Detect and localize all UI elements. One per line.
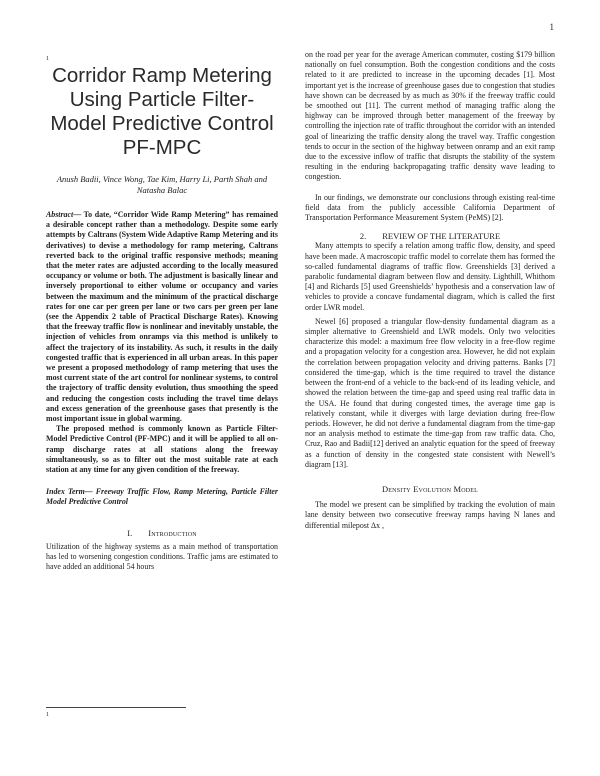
abstract: Abstract— To date, “Corridor Wide Ramp Metering” has remained a desirable concept rather than a methodology. Despite some early attempts by Caltrans (System Wide Adaptive Ramp Metering and its derivatives) to devise a methodology for ramp metering, Caltrans reverted back to the original traffic responsive methods; meaning that the meter rates are adjusted according to the locally measured occupancy or volume or both. The adjustment is basically linear and inversely proportional to either volume or occupancy and varies between the maximum and the minimum of the practical discharge rates for one car per green per lane or two cars per green per lane (see the Appendix 2 table of Practical Discharge Rates). Knowing that the freeway traffic flow is nonlinear and inevitably unstable, the injection of vehicles from onramps via this method is unlikely to affect the trajectory of its instability. As such, it results in the daily congested traffic that is experienced in all urban areas. In this paper we present a proposed methodology of ramp metering that uses the most current state of the art control for nonlinear systems, to control the trajectory of traffic density evolution, thus smoothing the speed and reducing the congestion costs including the travel time delays and excess generation of the greenhouse gases that presently is the most important issue in global warming. The proposed method is commonly known as Particle Filter-Model Predictive Control (PF-MPC) and it will be applied to all on-ramp discharge rates at all stations along the freeway simultaneously, so as to filter out the most suitable rate at each station at any time for any given condition of the freeway.: [46, 210, 278, 475]
footnote-divider: [46, 707, 186, 708]
index-terms-text: Freeway Traffic Flow, Ramp Metering, Particle Filter Model Predictive Control: [46, 487, 278, 507]
section-heading-literature: [305, 231, 555, 241]
author-list: Anush Badii, Vince Wong, Tae Kim, Harry Li, Parth Shah and Natasha Balac: [56, 174, 268, 195]
introduction-paragraph: Utilization of the highway systems as a main method of transportation has led to worsening congestion conditions. Traffic jams are estimated to have added an additional 54 hours: [46, 541, 278, 572]
section-heading-introduction: [46, 528, 278, 538]
paragraph-congestion-costs: on the road per year for the average American commuter, costing $179 billion nationally on fuel consumption. Both the congestion conditions and the costs related to it are predicted to increase in the upcoming decades [1]. Most important yet is the increase of greenhouse gases due to congestion that studies have shown can be decreased by as much as 30% if the freeway traffic could be smoothed out [11]. The current method of managing traffic along the highway can be improved through better management of the freeway by controlling the injection rate of traffic throughout the corridor with an intended goal of linearizing the traffic density along the travel way. Traffic congestion tends to occur in the section of the highway between onramp and an exit ramp due to the excessive inflow of traffic that disrupts the stability of the system resulting in the enduring backpropagating traffic density wave leading to congestion.: [305, 50, 555, 182]
section-title: REVIEW OF THE LITERATURE: [382, 231, 501, 242]
index-terms-label: Index Term: [46, 487, 85, 497]
footnote-marker-bottom: 1: [46, 712, 49, 718]
paper-title: Corridor Ramp Metering Using Particle Filter-Model Predictive Control PF-MPC: [50, 64, 274, 159]
section-number: I.: [127, 527, 133, 538]
right-column: [305, 50, 555, 531]
page-number: 1: [549, 22, 554, 32]
index-terms: Index Term— Freeway Traffic Flow, Ramp Metering, Particle Filter Model Predictive Control: [46, 487, 278, 507]
paragraph-fundamental-diagrams: Many attempts to specify a relation among traffic flow, density, and speed have been made. A macroscopic traffic model to correlate them has formed the so-called fundamental diagrams of traffic flow. Greenshields [3] derived a parabolic fundamental diagram between flow and density. Lighthill, Whithom [4] and Richards [5] used Greenshields’ hypothesis and a conservation law of vehicles to provide a concave fundamental diagram, which is called the first order LWR model.: [305, 241, 555, 312]
paragraph-findings: In our findings, we demonstrate our conclusions through existing real-time field data from the publicly accessible California Department of Transportation Performance Measurement System (PeMS) [2].: [305, 192, 555, 223]
abstract-label: Abstract: [46, 210, 74, 219]
footnote-marker-top: 1: [46, 56, 49, 62]
section-number: 2.: [359, 231, 367, 242]
left-column: [46, 64, 278, 573]
section-title: Introduction: [148, 527, 197, 538]
section-heading-density-evolution: Density Evolution Model: [381, 483, 479, 494]
paragraph-density-model: The model we present can be simplified by tracking the evolution of main lane density between two consecutive freeway ramps having N lanes and differential milepost Δx ,: [305, 500, 555, 530]
abstract-paragraph-1: To date, “Corridor Wide Ramp Metering” has remained a desirable concept rather than a methodology. Despite some early attempts by Caltrans (System Wide Adaptive Ramp Metering and its derivatives) to devise a methodology for ramp metering, Caltrans reverted back to the original traffic responsive methods; meaning that the meter rates are adjusted according to the locally measured occupancy or volume or both. The adjustment is basically linear and inversely proportional to either volume or occupancy and varies between the maximum and the minimum of the practical discharge rates for one car per green per lane or two cars per green per lane (see the Appendix 2 table of Practical Discharge Rates). Knowing that the freeway traffic flow is nonlinear and inevitably unstable, the injection of vehicles from onramps via this method is unlikely to affect the trajectory of its instability. As such, it results in the daily congested traffic that is experienced in all urban areas. In this paper we present a proposed methodology of ramp metering that uses the most current state of the art control for nonlinear systems, to control the trajectory of traffic density evolution, thus smoothing the speed and reducing the congestion costs including the travel time delays and excess generation of the greenhouse gases that presently is the most important issue in global warming.: [46, 210, 278, 424]
paragraph-newel-model: Newel [6] proposed a triangular flow-density fundamental diagram as a simpler alternative to Greenshield and LWR models. Only two velocities characterize this model: a maximum free flow velocity in a free-flow regime and a propagation velocity for a congestion area. However, he did not explain the correlation between propagation velocity and driving patterns. Banks [7] considered the time-gap, which is the time required to travel the distance between the front-end of a vehicle to the back-end of its leading vehicle, and showed the relation between the time-gap and speed using real traffic data in the USA. He found that during congested times, the average time gap is relatively constant, while it diverges with large deviation during free-flow periods. However, he did not derive a fundamental diagram from the time-gap nor an analysis method to estimate the time-gap from raw traffic data. Cho, Cruz, Rao and Badii[12] derived an analytic equation for the speed of freeway as a function of density in the congested state consistent with Newell’s diagram [13].: [305, 316, 555, 469]
abstract-paragraph-2: The proposed method is commonly known as Particle Filter-Model Predictive Control (PF-MPC) and it will be applied to all on-ramp discharge rates at all stations along the freeway simultaneously, so as to filter out the most suitable rate at each station at any time for any given condition of the freeway.: [46, 424, 278, 475]
